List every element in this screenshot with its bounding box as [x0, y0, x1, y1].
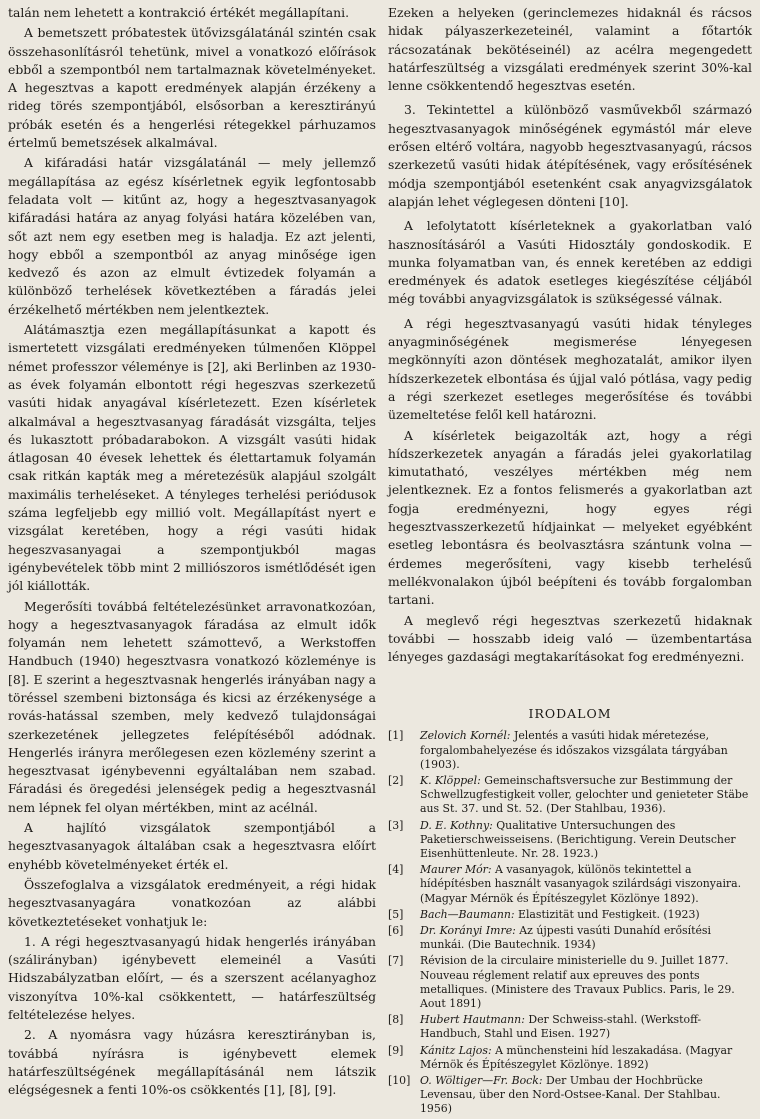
- conclusion-item: 3. Tekintettel a különböző vasművekből származó hegesztvasanyagok minőségének egymástól már eleve erősen eltérő voltára, nagyobb hegesztvasanyagú, rácsos szerkezetű vasúti hidak átépítésének, vagy erősítésének módja szempontjából esetenként csak anyagvizsgálatok alapján lehet véglegesen dönteni [10].: [388, 102, 752, 209]
- reference-item: [388, 774, 752, 817]
- reference-item: [388, 908, 752, 922]
- reference-item: [388, 1044, 752, 1072]
- reference-number: [5]: [388, 907, 404, 921]
- reference-item: [388, 924, 752, 952]
- references-list: [388, 729, 752, 1116]
- reference-number: [4]: [388, 863, 404, 877]
- reference-author: D. E. Kothny:: [420, 818, 493, 832]
- references-heading: IRODALOM: [528, 706, 612, 722]
- reference-item: [388, 819, 752, 862]
- reference-text: A vasanyagok, különös tekintettel a hídépítésben használt vasanyagok szilárdsági viszonyaira. (Magyar Mérnök és Építészegylet Közlönye 1892).: [420, 863, 742, 905]
- body-paragraph: A kísérletek beigazolták azt, hogy a régi hídszerkezetek anyagán a fáradás jelei gyakorlatilag kimutatható, veszélyes mértékben még nem jelentkeznek. Ez a fontos felismerés a gyakorlatban azt fogja eredményezni, hogy egyes régi hegesztvasszerkezetű hídjainkat — melyeket egyébként esetleg lebontásra és beolvasztásra szántunk volna — érdemes megerősíteni, vagy kisebb terhelésű mellékvonalakon újból beépíteni és tovább forgalomban tartani.: [388, 427, 752, 608]
- reference-author: Bach—Baumann:: [420, 907, 515, 921]
- reference-number: [8]: [388, 1013, 404, 1027]
- reference-text: Jelentés a vasúti hidak méretezése, forgalombahelyezése és időszakos vizsgálata tárgyában (1903).: [420, 729, 728, 771]
- reference-text: Gemeinschaftsversuche zur Bestimmung der Schwellzugfestigkeit voller, gelochter und genieteter Stäbe aus St. 37. und St. 52. (Der Stahlbau, 1936).: [420, 774, 749, 816]
- conclusion-item: 1. A régi hegesztvasanyagú hidak hengerlés irányában (szálirányban) igénybevett elemeinél a Vasúti Hidszabályzatban előírt, — és a szerszent acélanyaghoz viszonyítva 10%-kal csökkentett, — határfeszültség feltételezése helyes.: [8, 933, 376, 1023]
- reference-number: [7]: [388, 954, 404, 968]
- body-paragraph: A meglevő régi hegesztvas szerkezetű hidaknak további — hosszabb ideig való — üzembentartása lényeges gazdasági megtakarításokat fog eredményezni.: [388, 612, 752, 665]
- right-column: [388, 4, 752, 1119]
- reference-number: [3]: [388, 818, 404, 832]
- reference-author: Hubert Hautmann:: [420, 1013, 525, 1027]
- body-paragraph: A bemetszett próbatestek ütővizsgálatánál szintén csak összehasonlításról tehetünk, mivel a vonatkozó előírások ebből a szempontból nem tartalmaznak követelményeket. A hegesztvas a kapott eredmények alapján érzékeny a rideg törés szempontjából, elsősorban a keresztirányú próbák esetén és a hengerlési rétegekkel párhuzamos értelmű bemetszések alkalmával.: [8, 25, 376, 151]
- body-paragraph: Megerősíti továbbá feltételezésünket arravonatkozóan, hogy a hegesztvasanyagok fáradása az elmult idők folyamán nem lehetett számottevő, a Werkstoffen Handbuch (1940) hegesztvasra vonatkozó közleménye is [8]. E szerint a hegesztvasnak hengerlés irányában nagy a töréssel szembeni biztonsága és kicsi az érzékenysége a rovás-hatással szemben, mely kedvező tulajdonságai szerkezetének jellegzetes felépítéséből adódnak. Hengerlés irányra merőlegesen ezen közlemény szerint a hegesztvasat igénybevenni egyáltalában nem szabad. Fáradási és öregedési jelenségek pedig a hegesztvasnál nem lépnek fel olyan mértékben, mint az acélnál.: [8, 598, 376, 815]
- reference-number: [1]: [388, 729, 404, 743]
- body-paragraph: A régi hegesztvasanyagú vasúti hidak tényleges anyagminőségének megismerése lényegesen megkönnyíti azon döntések meghozatalát, amikor ilyen hídszerkezetek elbontása és újjal való pótlása, vagy pedig a régi szerkezet esetleges megerősítése és további üzemeltetése felől kell határozni.: [388, 315, 752, 423]
- reference-number: [10]: [388, 1074, 411, 1088]
- body-paragraph: A lefolytatott kísérleteknek a gyakorlatban való hasznosításáról a Vasúti Hidosztály gondoskodik. E munka folyamatban van, és ennek keretében az eddigi eredmények és adatok esetleges kiegészítése céljából még további anyagvizsgálatok is szükségessé válnak.: [388, 218, 752, 307]
- reference-number: [2]: [388, 774, 404, 787]
- reference-text: Der Umbau der Hochbrücke Levensau, über den Nord-Ostsee-Kanal. Der Stahlbau. 1956): [420, 1074, 721, 1116]
- reference-number: [6]: [388, 924, 404, 938]
- body-paragraph: Alátámasztja ezen megállapításunkat a kapott és ismertetett vizsgálati eredményeken túlmenően Klöppel német professzor véleménye is [2], aki Berlinben az 1930-as évek folyamán elbontott régi hegeszvas szerkezetű vasúti hidak anyagával kísérletezett. Ezen kísérletek alkalmával a hegesztvasanyag fáradását vizsgálta, teljes és lukasztott próbadarabokon. A vizsgált vasúti hidak átlagosan 40 évesek lehettek és élettartamuk folyamán csak ritkán kapták meg a méretezésük alapjául szolgált maximális terheléseket. A tényleges terhelési periódusok száma legfeljebb egy millió volt. Megállapítást nyert e vizsgálat keretében, hogy a régi vasúti hidak hegeszvasanyagai a szempontjukból magas igénybevételek több mint 2 milliószoros ismétlődését igen jól kiállották.: [8, 322, 376, 594]
- body-paragraph: talán nem lehetett a kontrakció értékét megállapítani.: [8, 5, 350, 20]
- reference-author: K. Klöppel:: [420, 774, 481, 787]
- body-paragraph: A kifáradási határ vizsgálatánál — mely jellemző megállapítása az egész kísérletnek egyik legfontosabb feladata volt — kitűnt az, hogy a hegesztvasanyagok kifáradási határa az anyag folyási határa közelében van, sőt azt nem egy esetben meg is haladja. Ez azt jelenti, hogy ebből a szempontból az anyag minősége igen kedvező és azon az elmult évtizedek folyamán a különböző terhelések következtében a fáradás jelei érzékelhető mértékben nem jelentkeztek.: [8, 155, 376, 317]
- reference-author: Kánitz Lajos:: [420, 1043, 492, 1057]
- reference-text: Az újpesti vasúti Dunahíd erősítési munkái. (Die Bautechnik. 1934): [420, 924, 712, 952]
- reference-item: [388, 1013, 752, 1041]
- reference-text: Qualitative Untersuchungen des Paketierschweisseisens. (Berichtigung. Verein Deutscher Eisenhüttenleute. Nr. 28. 1923.): [420, 818, 736, 861]
- reference-author: O. Wöltiger—Fr. Bock:: [420, 1074, 543, 1088]
- left-column: [8, 4, 376, 1100]
- conclusion-item: 2. A nyomásra vagy húzásra keresztirányban is, továbbá nyírásra is igénybevett elemek határfeszültségének megállapításánál nem látszik elégségesnek a fenti 10%-os csökkentés [1], [8], [9].: [8, 1027, 376, 1098]
- reference-text: Elastizität und Festigkeit. (1923): [518, 907, 700, 921]
- body-paragraph: Összefoglalva a vizsgálatok eredményeit, a régi hidak hegesztvasanyagára vonatkozóan az alábbi következtetéseket vonhatjuk le:: [8, 876, 376, 929]
- reference-item: [388, 729, 752, 772]
- reference-author: Maurer Mór:: [420, 863, 492, 877]
- reference-item: [388, 863, 752, 906]
- reference-text: A münchensteini híd leszakadása. (Magyar Mérnök és Építészegylet Közlönye. 1892): [420, 1043, 733, 1071]
- reference-item: [388, 954, 752, 1011]
- reference-author: Zelovich Kornél:: [420, 729, 511, 743]
- reference-text: Révision de la circulaire ministerielle du 9. Juillet 1877. Nouveau réglement relatif aux epreuves des ponts metalliques. (Ministere des Travaux Publics. Paris, le 29. Aout 1891): [420, 954, 735, 1011]
- reference-number: [9]: [388, 1043, 404, 1057]
- body-paragraph: Ezeken a helyeken (gerinclemezes hidaknál és rácsos hidak pályaszerkezeteinél, valamint a főtartók rácsozatának bekötéseinél) az acélra megengedett határfeszültség a vizsgálati eredmények szerint 30%-kal lenne csökkentendő hegesztvas esetén.: [388, 5, 752, 94]
- reference-text: Der Schweiss-stahl. (Werkstoff-Handbuch, Stahl und Eisen. 1927): [420, 1013, 702, 1041]
- body-paragraph: A hajlító vizsgálatok szempontjából a hegesztvasanyagok általában csak a hegesztvasra előírt enyhébb követelményeket érték el.: [8, 820, 376, 872]
- reference-item: [388, 1074, 752, 1117]
- reference-author: Dr. Korányi Imre:: [420, 924, 516, 938]
